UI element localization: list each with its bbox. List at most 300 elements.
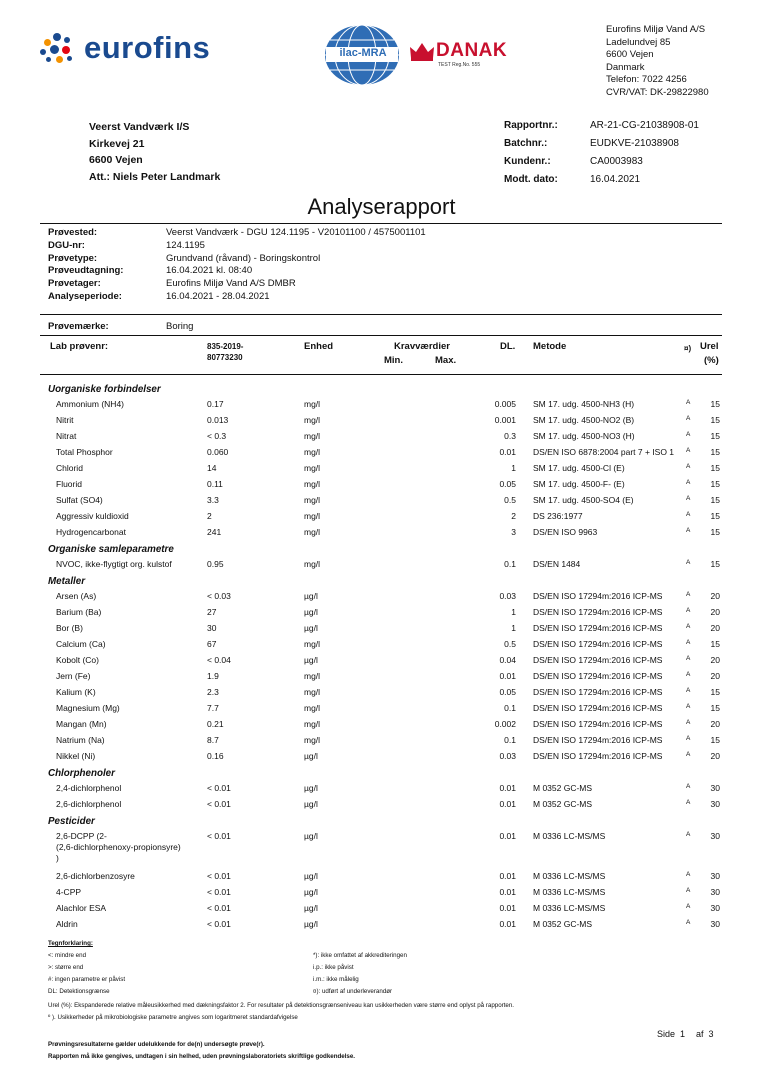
sample-label-row — [48, 321, 193, 332]
result-unit: µg/l — [304, 903, 318, 913]
analyte-name: Fluorid — [56, 479, 82, 489]
table-row — [0, 495, 763, 511]
legend-item: <: mindre end — [48, 952, 87, 959]
analyte-name: Mangan (Mn) — [56, 719, 107, 729]
detection-limit: 0.001 — [494, 415, 516, 425]
sample-info — [48, 227, 426, 304]
accreditation-flag: A — [686, 903, 691, 910]
table-row — [0, 919, 763, 935]
method: SM 17. udg. 4500-Cl (E) — [533, 463, 625, 473]
address-line: 6600 Vejen — [606, 49, 654, 60]
analyte-name: Total Phosphor — [56, 447, 113, 457]
detection-limit: 0.5 — [504, 495, 516, 505]
table-row — [0, 591, 763, 607]
result-value: < 0.01 — [207, 903, 231, 913]
accreditation-flag: A — [686, 687, 691, 694]
detection-limit: 0.03 — [499, 591, 516, 601]
uncertainty: 30 — [710, 903, 720, 913]
method: DS/EN 1484 — [533, 559, 581, 569]
result-unit: mg/l — [304, 639, 321, 649]
accreditation-flag: A — [686, 671, 691, 678]
result-value: 27 — [207, 607, 217, 617]
detection-limit: 1 — [511, 623, 516, 633]
sample-label: Prøvemærke: — [48, 321, 109, 332]
result-unit: µg/l — [304, 607, 318, 617]
detection-limit: 1 — [511, 607, 516, 617]
address-line: Danmark — [606, 61, 645, 73]
uncertainty: 30 — [710, 831, 720, 841]
result-unit: mg/l — [304, 463, 321, 473]
analyte-name: 4-CPP — [56, 887, 82, 897]
uncertainty: 20 — [710, 591, 720, 601]
result-value: < 0.01 — [207, 799, 231, 809]
uncertainty: 20 — [710, 751, 720, 761]
col-krav: Kravværdier — [394, 341, 450, 352]
legend-item: ¤): udført af underleverandør — [313, 988, 393, 995]
analyte-name: Kalium (K) — [56, 687, 96, 697]
result-value: < 0.01 — [207, 831, 231, 841]
result-unit: mg/l — [304, 511, 321, 521]
table-row — [0, 735, 763, 751]
accreditation-flag: A — [686, 783, 691, 790]
page-current: 1 — [680, 1029, 686, 1039]
method: M 0336 LC-MS/MS — [533, 871, 606, 881]
col-sample-id — [207, 341, 243, 363]
analyte-name: Bor (B) — [56, 623, 83, 633]
recipient-block — [89, 119, 220, 185]
info-value: 124.1195 — [166, 239, 205, 251]
accreditation-flag: A — [686, 871, 691, 878]
accreditation-flag: A — [686, 655, 691, 662]
analyte-name: 2,6-dichlorbenzosyre — [56, 871, 135, 881]
accreditation-flag: A — [686, 751, 691, 758]
accreditation-flag: A — [686, 607, 691, 614]
result-value: 0.21 — [207, 719, 224, 729]
result-value: 7.7 — [207, 703, 219, 713]
recipient-line: 6600 Vejen — [89, 154, 143, 166]
result-unit: mg/l — [304, 687, 321, 697]
result-unit: µg/l — [304, 871, 318, 881]
analyte-name: Chlorid — [56, 463, 83, 473]
analyte-name: Nikkel (Ni) — [56, 751, 96, 761]
result-value: 67 — [207, 639, 217, 649]
result-value: < 0.01 — [207, 783, 231, 793]
result-value: 8.7 — [207, 735, 219, 745]
analyte-name: Sulfat (SO4) — [56, 495, 103, 505]
legend-item: i.p.: ikke påvist — [313, 964, 354, 971]
info-label: Prøvetager: — [48, 278, 101, 290]
table-row — [0, 655, 763, 671]
legend-item: DL: Detektionsgrænse — [48, 988, 110, 995]
table-row — [0, 703, 763, 719]
method: M 0336 LC-MS/MS — [533, 831, 606, 841]
meta-label: Rapportnr.: — [504, 120, 558, 131]
table-row — [0, 671, 763, 687]
danak-text: DANAK — [436, 40, 508, 61]
lab-address — [606, 24, 709, 99]
col-min: Min. — [384, 355, 403, 366]
result-value: < 0.01 — [207, 871, 231, 881]
analyte-name: Arsen (As) — [56, 591, 97, 601]
sample-id-line: 80773230 — [207, 353, 243, 362]
page-label: Side — [657, 1029, 676, 1039]
analyte-name: Aldrin — [56, 919, 78, 929]
method: M 0352 GC-MS — [533, 783, 593, 793]
method: M 0336 LC-MS/MS — [533, 887, 606, 897]
accreditation-flag: A — [686, 703, 691, 710]
analyte-name: Calcium (Ca) — [56, 639, 106, 649]
result-unit: mg/l — [304, 431, 321, 441]
info-label: Prøvested: — [48, 227, 98, 238]
col-max: Max. — [435, 355, 457, 366]
table-row — [0, 511, 763, 527]
uncertainty: 15 — [710, 399, 720, 409]
detection-limit: 0.01 — [499, 783, 516, 793]
method: SM 17. udg. 4500-SO4 (E) — [533, 495, 634, 505]
analyte-name: Alachlor ESA — [56, 903, 107, 913]
detection-limit: 0.01 — [499, 887, 516, 897]
meta-label: Batchnr.: — [504, 138, 548, 149]
analyte-name: Barium (Ba) — [56, 607, 102, 617]
analyte-name: Jern (Fe) — [56, 671, 91, 681]
result-unit: mg/l — [304, 559, 321, 569]
method: DS/EN ISO 17294m:2016 ICP-MS — [533, 719, 663, 729]
uncertainty: 30 — [710, 783, 720, 793]
result-unit: µg/l — [304, 623, 318, 633]
analyte-name: Natrium (Na) — [56, 735, 105, 745]
table-row — [0, 871, 763, 887]
table-row — [0, 783, 763, 799]
section-title: Pesticider — [48, 816, 95, 827]
result-unit: µg/l — [304, 919, 318, 929]
uncertainty: 15 — [710, 639, 720, 649]
col-unit: Enhed — [304, 341, 334, 352]
uncertainty: 20 — [710, 671, 720, 681]
info-label: DGU-nr: — [48, 239, 85, 251]
meta-value: 16.04.2021 — [590, 174, 641, 185]
divider — [40, 374, 722, 375]
info-value: 16.04.2021 - 28.04.2021 — [166, 290, 270, 302]
info-label: Prøvetype: — [48, 252, 98, 264]
recipient-line: Veerst Vandværk I/S — [89, 121, 190, 133]
accreditation-flag: A — [686, 639, 691, 646]
result-value: 0.013 — [207, 415, 229, 425]
uncertainty: 15 — [710, 687, 720, 697]
analyte-name: 2,4-dichlorphenol — [56, 783, 122, 793]
result-unit: µg/l — [304, 831, 318, 841]
detection-limit: 0.002 — [494, 719, 516, 729]
legend-item: i.m.: ikke målelig — [313, 976, 359, 983]
uncertainty: 30 — [710, 887, 720, 897]
accreditation-flag: A — [686, 399, 691, 406]
uncertainty: 20 — [710, 607, 720, 617]
result-value: < 0.03 — [207, 591, 231, 601]
analyte-name-cont: ) — [56, 853, 59, 863]
result-unit: mg/l — [304, 703, 321, 713]
table-row — [0, 447, 763, 463]
analyte-name: Hydrogencarbonat — [56, 527, 126, 537]
detection-limit: 0.05 — [499, 479, 516, 489]
table-row — [0, 799, 763, 815]
table-row — [0, 751, 763, 767]
table-row — [0, 887, 763, 903]
section-title: Uorganiske forbindelser — [48, 384, 161, 395]
footer-line: Prøvningsresultaterne gælder udelukkende for de(n) undersøgte prøve(r). — [48, 1041, 265, 1048]
table-row — [0, 415, 763, 431]
address-line: Ladelundvej 85 — [606, 36, 671, 48]
uncertainty: 15 — [710, 495, 720, 505]
analyte-name: 2,6-dichlorphenol — [56, 799, 122, 809]
table-row — [0, 687, 763, 703]
method: M 0352 GC-MS — [533, 799, 593, 809]
info-value: 16.04.2021 kl. 08:40 — [166, 265, 253, 277]
analyte-name: Kobolt (Co) — [56, 655, 99, 665]
divider — [40, 314, 722, 315]
legend-item: #: ingen parametre er påvist — [48, 976, 126, 983]
method: DS/EN ISO 17294m:2016 ICP-MS — [533, 735, 663, 745]
method: DS/EN ISO 17294m:2016 ICP-MS — [533, 687, 663, 697]
legend-note: Urel (%): Ekspanderede relative måleusikkerhed med dækningsfaktor 2. For resultater på detektionsgrænseniveau kan usikkerheden være større end oplyst på rapporten. — [48, 1002, 515, 1009]
result-value: < 0.3 — [207, 431, 227, 441]
result-value: 1.9 — [207, 671, 219, 681]
detection-limit: 0.005 — [494, 399, 516, 409]
analyte-name: Magnesium (Mg) — [56, 703, 120, 713]
result-value: < 0.04 — [207, 655, 231, 665]
info-value: Grundvand (råvand) - Boringskontrol — [166, 252, 321, 264]
accreditation-flag: A — [686, 527, 691, 534]
address-line: Eurofins Miljø Vand A/S — [606, 24, 706, 35]
result-value: 0.16 — [207, 751, 224, 761]
analyte-name: Aggressiv kuldioxid — [56, 511, 129, 521]
result-value: 241 — [207, 527, 222, 537]
result-unit: mg/l — [304, 671, 321, 681]
method: SM 17. udg. 4500-NO2 (B) — [533, 415, 635, 425]
detection-limit: 0.5 — [504, 639, 516, 649]
meta-value: CA0003983 — [590, 156, 643, 167]
detection-limit: 0.01 — [499, 903, 516, 913]
legend-title: Tegnforklaring: — [48, 940, 93, 947]
uncertainty: 30 — [710, 919, 720, 929]
method: SM 17. udg. 4500-NH3 (H) — [533, 399, 635, 409]
uncertainty: 15 — [710, 527, 720, 537]
uncertainty: 20 — [710, 623, 720, 633]
info-value: Veerst Vandværk - DGU 124.1195 - V20101100 / 4575001101 — [166, 227, 426, 238]
section-title: Organiske samleparametre — [48, 544, 174, 555]
legend-item: *): ikke omfattet af akkrediteringen — [313, 952, 407, 959]
info-value: Eurofins Miljø Vand A/S DMBR — [166, 278, 296, 290]
accreditation-flag: A — [686, 623, 691, 630]
result-unit: mg/l — [304, 495, 321, 505]
result-unit: µg/l — [304, 799, 318, 809]
table-row — [0, 527, 763, 543]
meta-label: Kundenr.: — [504, 156, 551, 167]
accreditation-flag: A — [686, 431, 691, 438]
uncertainty: 15 — [710, 559, 720, 569]
result-value: 0.11 — [207, 479, 223, 489]
meta-value: EUDKVE-21038908 — [590, 138, 679, 149]
divider — [40, 335, 722, 336]
uncertainty: 30 — [710, 799, 720, 809]
detection-limit: 0.3 — [504, 431, 516, 441]
uncertainty: 15 — [710, 735, 720, 745]
page-total: 3 — [708, 1029, 714, 1039]
detection-limit: 0.1 — [504, 559, 516, 569]
col-urel: Urel — [700, 341, 719, 352]
crown-icon — [408, 40, 436, 62]
method: SM 17. udg. 4500-NO3 (H) — [533, 431, 635, 441]
table-row — [0, 607, 763, 623]
accreditation-flag: A — [686, 463, 691, 470]
result-unit: mg/l — [304, 719, 321, 729]
uncertainty: 30 — [710, 871, 720, 881]
analyte-name: Nitrat — [56, 431, 77, 441]
detection-limit: 0.1 — [504, 703, 516, 713]
method: DS/EN ISO 17294m:2016 ICP-MS — [533, 703, 663, 713]
accreditation-flag: A — [686, 719, 691, 726]
detection-limit: 0.05 — [499, 687, 516, 697]
accreditation-flag: A — [686, 479, 691, 486]
footer-line: Rapporten må ikke gengives, undtagen i sin helhed, uden prøvningslaboratoriets skriftlige godkendelse. — [48, 1053, 356, 1060]
meta-value: AR-21-CG-21038908-01 — [590, 120, 699, 131]
legend-item: >: større end — [48, 964, 84, 971]
table-row — [0, 903, 763, 919]
table-row — [0, 479, 763, 495]
danak-reg: TEST Reg.No. 555 — [438, 62, 481, 68]
legend-note: º ). Usikkerheder på mikrobiologiske parametre angives som logaritmeret standardafvigelse — [48, 1014, 298, 1021]
info-label: Analyseperiode: — [48, 290, 122, 302]
result-unit: mg/l — [304, 527, 321, 537]
method: DS/EN ISO 17294m:2016 ICP-MS — [533, 623, 663, 633]
result-value: 2 — [207, 511, 212, 521]
analyte-name: Ammonium (NH4) — [56, 399, 125, 409]
logo-text: eurofins — [84, 30, 211, 65]
accreditation-flag: A — [686, 735, 691, 742]
sample-label-value: Boring — [166, 321, 194, 332]
method: DS/EN ISO 17294m:2016 ICP-MS — [533, 607, 663, 617]
result-unit: mg/l — [304, 447, 321, 457]
method: DS/EN ISO 17294m:2016 ICP-MS — [533, 655, 663, 665]
ilac-text: ilac-MRA — [339, 47, 387, 59]
page-of: af — [696, 1029, 704, 1039]
divider — [40, 223, 722, 224]
table-row — [0, 831, 763, 863]
table-row — [0, 463, 763, 479]
detection-limit: 0.01 — [499, 919, 516, 929]
method: M 0352 GC-MS — [533, 919, 593, 929]
detection-limit: 0.01 — [499, 671, 516, 681]
recipient-line: Att.: Niels Peter Landmark — [89, 170, 221, 183]
analyte-name: 2,6-DCPP (2- — [56, 831, 107, 841]
method: SM 17. udg. 4500-F- (E) — [533, 479, 625, 489]
table-row — [0, 623, 763, 639]
result-unit: µg/l — [304, 655, 318, 665]
table-row — [0, 639, 763, 655]
report-meta — [504, 117, 699, 189]
uncertainty: 20 — [710, 655, 720, 665]
detection-limit: 0.04 — [499, 655, 516, 665]
col-urel-unit: (%) — [704, 355, 719, 366]
col-flag: ¤) — [684, 344, 692, 353]
accreditation-flag: A — [686, 887, 691, 894]
col-method: Metode — [533, 341, 567, 352]
eurofins-logo — [40, 28, 210, 68]
analyte-name: Nitrit — [56, 415, 74, 425]
result-unit: mg/l — [304, 415, 321, 425]
accreditation-flag: A — [686, 919, 691, 926]
method: DS/EN ISO 17294m:2016 ICP-MS — [533, 751, 663, 761]
result-value: 2.3 — [207, 687, 219, 697]
accreditation-flag: A — [686, 591, 691, 598]
ilac-mra-logo — [322, 22, 402, 88]
detection-limit: 0.01 — [499, 871, 516, 881]
detection-limit: 3 — [511, 527, 516, 537]
col-dl: DL. — [500, 341, 516, 352]
meta-label: Modt. dato: — [504, 174, 558, 185]
uncertainty: 15 — [710, 703, 720, 713]
result-value: 0.060 — [207, 447, 229, 457]
method: DS/EN ISO 9963 — [533, 527, 598, 537]
page-number — [657, 1029, 714, 1039]
recipient-line: Kirkevej 21 — [89, 137, 145, 150]
eurofins-dots-icon — [40, 31, 78, 65]
result-value: < 0.01 — [207, 919, 231, 929]
analyte-name-cont: (2,6-dichlorphenoxy-propionsyre) — [56, 842, 181, 852]
uncertainty: 15 — [710, 463, 720, 473]
address-line: CVR/VAT: DK-29822980 — [606, 86, 709, 98]
result-unit: µg/l — [304, 591, 318, 601]
result-value: 0.95 — [207, 559, 224, 569]
method: DS/EN ISO 17294m:2016 ICP-MS — [533, 639, 663, 649]
uncertainty: 15 — [710, 431, 720, 441]
col-lab: Lab prøvenr: — [50, 341, 109, 352]
method: DS/EN ISO 17294m:2016 ICP-MS — [533, 591, 663, 601]
table-row — [0, 431, 763, 447]
analyte-name: NVOC, ikke-flygtigt org. kulstof — [56, 559, 172, 569]
detection-limit: 0.01 — [499, 799, 516, 809]
table-row — [0, 719, 763, 735]
detection-limit: 0.1 — [504, 735, 516, 745]
uncertainty: 20 — [710, 719, 720, 729]
uncertainty: 15 — [710, 415, 720, 425]
method: M 0336 LC-MS/MS — [533, 903, 606, 913]
result-value: 30 — [207, 623, 217, 633]
info-label: Prøveudtagning: — [48, 265, 124, 277]
result-value: < 0.01 — [207, 887, 231, 897]
sample-id-line: 835-2019- — [207, 342, 244, 351]
result-unit: µg/l — [304, 783, 318, 793]
result-unit: mg/l — [304, 735, 321, 745]
table-row — [0, 399, 763, 415]
accreditation-flag: A — [686, 831, 691, 838]
page-title: Analyserapport — [307, 194, 456, 219]
detection-limit: 0.03 — [499, 751, 516, 761]
result-unit: mg/l — [304, 479, 321, 489]
result-value: 0.17 — [207, 399, 224, 409]
accreditation-flag: A — [686, 559, 691, 566]
result-value: 3.3 — [207, 495, 219, 505]
result-unit: mg/l — [304, 399, 321, 409]
accreditation-flag: A — [686, 415, 691, 422]
section-title: Metaller — [48, 576, 86, 587]
method: DS/EN ISO 17294m:2016 ICP-MS — [533, 671, 663, 681]
detection-limit: 2 — [511, 511, 516, 521]
detection-limit: 0.01 — [499, 831, 516, 841]
uncertainty: 15 — [710, 447, 720, 457]
accreditation-flag: A — [686, 511, 691, 518]
table-row — [0, 559, 763, 575]
accreditation-flag: A — [686, 495, 691, 502]
uncertainty: 15 — [710, 479, 720, 489]
